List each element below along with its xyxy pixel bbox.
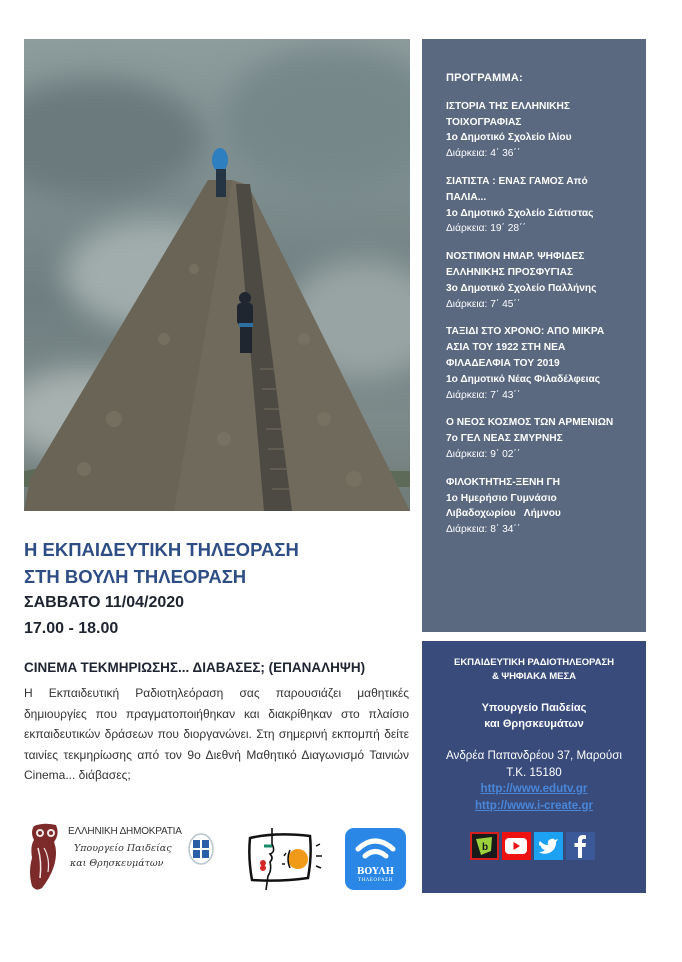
owl-icon [24, 822, 64, 892]
edutv-tv-icon [246, 826, 328, 892]
section-description: Η Εκπαιδευτική Ραδιοτηλεόραση σας παρουσιάζει μαθητικές δημιουργίες που πραγματοποιήθηκαν και διακρίθηκαν στο πλαίσιο εκπαιδευτικών δράσεων που διοργανώνει. Στη σημερινή εκπομπή δείτε ταινίες τεκμηρίωσης από τον 9ο Διεθνή Μαθητικό Διαγωνισμό Ταινιών Cinema... διάβασες; [24, 686, 409, 782]
program-item-title [446, 99, 636, 131]
youtube-button[interactable] [502, 832, 531, 860]
postal-code: Τ.Κ. 15180 [506, 765, 562, 779]
program-item [446, 99, 636, 162]
ministry-label: Υπουργείο Παιδείας [74, 843, 172, 854]
program-item-school: 3ο Δημοτικό Σχολείο Παλλήνης [446, 282, 597, 294]
greek-emblem-icon [188, 832, 214, 866]
program-heading: ΠΡΟΓΡΑΜΜΑ: [446, 72, 523, 84]
twitter-icon [538, 837, 558, 855]
vouli-sublabel: ΤΗΛΕΟΡΑΣΗ [357, 878, 394, 883]
ministry-line: Υπουργείο Παιδείας [481, 702, 587, 714]
program-item [446, 475, 636, 538]
ministry-label-2: και Θρησκευμάτων [70, 858, 164, 869]
program-item-duration: Διάρκεια: 9΄ 02΄΄ [446, 448, 521, 460]
ministry-name [422, 700, 646, 732]
title-line: ΦΙΛΑΔΕΛΦΙΑ ΤΟΥ 2019 [446, 357, 560, 369]
program-item [446, 324, 636, 403]
title-line: Ο ΝΕΟΣ ΚΟΣΜΟΣ ΤΩΝ ΑΡΜΕΝΙΩΝ [446, 417, 614, 429]
ministry-logo [24, 822, 214, 892]
address [422, 748, 646, 781]
program-panel [422, 39, 646, 632]
twitter-button[interactable] [534, 832, 563, 860]
pyramid-illustration [24, 39, 410, 511]
program-item-duration: Διάρκεια: 19΄ 28΄΄ [446, 223, 526, 235]
svg-text:b: b [482, 842, 489, 853]
program-item-title [446, 415, 636, 431]
broadcast-date: ΣΑΒΒΑΤΟ 11/04/2020 [24, 594, 185, 611]
program-item-duration: Διάρκεια: 7΄ 43΄΄ [446, 389, 521, 401]
program-item-duration: Διάρκεια: 7΄ 45΄΄ [446, 298, 521, 310]
title-line: Η ΕΚΠΑΙΔΕΥΤΙΚΗ ΤΗΛΕΟΡΑΣΗ [24, 539, 299, 560]
org-name [422, 656, 646, 684]
facebook-icon [573, 834, 587, 858]
youtube-icon [505, 838, 527, 854]
program-item [446, 249, 636, 312]
program-item-school [446, 491, 636, 523]
title-line: ΣΤΗ ΒΟΥΛΗ ΤΗΛΕΟΡΑΣΗ [24, 566, 247, 587]
title-line: ΦΙΛΟΚΤΗΤΗΣ-ΞΕΝΗ ΓΗ [446, 476, 561, 488]
social-links [418, 832, 646, 860]
title-line: ΝΟΣΤΙΜΟΝ ΗΜΑΡ. ΨΗΦΙΔΕΣ [446, 251, 585, 263]
org-line: ΕΚΠΑΙΔΕΥΤΙΚΗ ΡΑΔΙΟΤΗΛΕΟΡΑΣΗ [454, 657, 614, 668]
title-line: ΑΣΙΑ ΤΟΥ 1922 ΣΤΗ ΝΕΑ [446, 342, 566, 354]
street-address: Ανδρέα Παπανδρέου 37, Μαρούσι [446, 749, 622, 762]
vouli-label: ΒΟΥΛΗ [356, 867, 395, 877]
hero-photo [24, 39, 410, 511]
broadcast-time: 17.00 - 18.00 [24, 620, 119, 637]
contact-panel [422, 641, 646, 893]
title-line: ΠΑΛΙΑ... [446, 191, 487, 203]
bitly-button[interactable] [470, 832, 499, 860]
bitly-icon [473, 835, 495, 857]
school-line: Λιβαδοχωρίου Λήμνου [446, 508, 561, 520]
title-line: ΙΣΤΟΡΙΑ ΤΗΣ ΕΛΛΗΝΙΚΗΣ [446, 100, 571, 112]
republic-label: ΕΛΛΗΝΙΚΗ ΔΗΜΟΚΡΑΤΙΑ [68, 826, 182, 837]
program-item-duration: Διάρκεια: 8΄ 34΄΄ [446, 524, 521, 536]
edutv-link[interactable]: http://www.edutv.gr [480, 782, 588, 795]
icreate-link[interactable]: http://www.i-create.gr [474, 798, 594, 812]
wifi-icon [345, 828, 406, 868]
program-item-duration: Διάρκεια: 4΄ 36΄΄ [446, 148, 521, 160]
vouli-tv-logo [345, 828, 406, 890]
edutv-logo [246, 826, 328, 892]
program-item-school: 7ο ΓΕΛ ΝΕΑΣ ΣΜΥΡΝΗΣ [446, 433, 563, 445]
program-item-school: 1ο Δημοτικό Νέας Φιλαδέλφειας [446, 373, 600, 385]
program-item-school: 1ο Δημοτικό Σχολείο Σιάτιστας [446, 207, 594, 219]
ministry-line: και Θρησκευμάτων [484, 718, 584, 730]
program-item-title [446, 174, 636, 206]
page-title [24, 536, 414, 590]
program-item-school: 1ο Δημοτικό Σχολείο Ιλίου [446, 132, 572, 144]
ministry-logo-text [68, 826, 182, 869]
program-item-title [446, 324, 636, 371]
title-line: ΕΛΛΗΝΙΚΗΣ ΠΡΟΣΦΥΓΙΑΣ [446, 266, 574, 278]
title-line: ΤΟΙΧΟΓΡΑΦΙΑΣ [446, 116, 522, 128]
program-item [446, 415, 636, 462]
school-line: 1ο Ημερήσιο Γυμνάσιο [446, 492, 557, 504]
title-line: ΤΑΞΙΔΙ ΣΤΟ ΧΡΟΝΟ: ΑΠΟ ΜΙΚΡΑ [446, 326, 605, 338]
facebook-button[interactable] [566, 832, 595, 860]
program-item-title [446, 475, 636, 491]
org-line: & ΨΗΦΙΑΚΑ ΜΕΣΑ [492, 671, 576, 682]
program-item-title [446, 249, 636, 281]
title-line: ΣΙΑΤΙΣΤΑ : ΕΝΑΣ ΓΑΜΟΣ Από [446, 175, 588, 187]
program-item [446, 174, 636, 237]
section-title: CINEMA ΤΕΚΜΗΡΙΩΣΗΣ... ΔΙΑΒΑΣΕΣ; (ΕΠΑΝΑΛΗΨΗ) [24, 660, 366, 675]
